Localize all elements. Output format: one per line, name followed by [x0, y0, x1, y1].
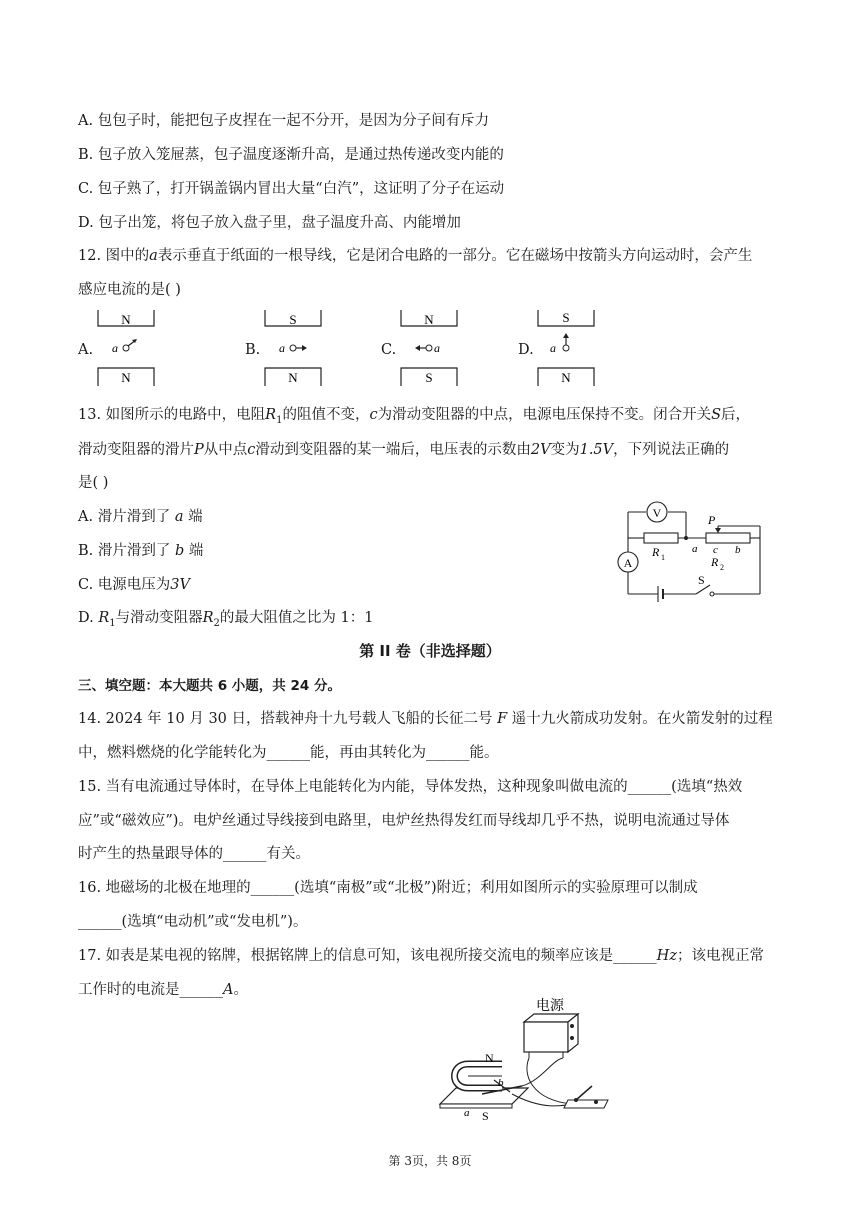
svg-text:a: a — [464, 1107, 470, 1119]
q12-option-c — [381, 308, 501, 388]
q12-option-a — [78, 308, 198, 388]
wire-label: a — [112, 341, 118, 355]
q14-line2: 中，燃料燃烧的化学能转化为______能，再由其转化为______能。 — [78, 745, 499, 761]
r2-rheostat — [706, 533, 750, 543]
magnet-figure — [263, 308, 363, 388]
q13-circuit-diagram — [610, 498, 770, 610]
svg-text:R: R — [652, 545, 660, 559]
q12-stem-line1: 12. 图中的a表示垂直于纸面的一根导线，它是闭合电路的一部分。它在磁场中按箭头方向运动时，会产生 — [78, 248, 753, 264]
q13-stem-line2: 滑动变阻器的滑片P从中点c滑动到变阻器的某一端后，电压表的示数由2V变为1.5V，下列说法正确的 — [78, 442, 730, 458]
q15-line2: 应”或“磁效应”)。电炉丝通过导线接到电路里，电炉丝热得发红而导线却几乎不热，说明电流通过导体 — [78, 813, 730, 829]
svg-text:c: c — [713, 544, 718, 556]
option-label: D. — [518, 342, 534, 358]
top-pole: S — [289, 312, 297, 327]
svg-text:b: b — [498, 1077, 504, 1089]
r1-resistor — [644, 533, 678, 543]
svg-text:1: 1 — [661, 553, 665, 562]
magnet-figure — [96, 308, 196, 388]
magnet-figure — [399, 308, 499, 388]
q16-line1: 16. 地磁场的北极在地理的______(选填“南极”或“北极”)附近；利用如图所示的实验原理可以制成 — [78, 880, 698, 896]
svg-text:b: b — [735, 544, 741, 556]
wire-label: a — [550, 341, 556, 355]
q17-line2: 工作时的电流是______A。 — [78, 982, 248, 998]
svg-text:A: A — [623, 556, 633, 570]
switch-icon — [564, 1100, 608, 1108]
q11-option-b: B. 包子放入笼屉蒸，包子温度逐渐升高，是通过热传递改变内能的 — [78, 147, 504, 163]
q12-option-b — [245, 308, 365, 388]
bottom-pole: S — [425, 370, 433, 385]
power-supply-box — [524, 1014, 578, 1052]
page-footer: 第 3页，共 8页 — [388, 1154, 472, 1168]
q12-stem-line2: 感应电流的是( ) — [78, 282, 181, 298]
bottom-pole: N — [561, 370, 571, 385]
q13-stem-line1: 13. 如图所示的电路中，电阻$R_1$的阻值不变，c为滑动变阻器的中点，电源电压保持不变。闭合开关S后， — [78, 407, 751, 426]
q17-line1: 17. 如表是某电视的铭牌，根据铭牌上的信息可知，该电视所接交流电的频率应该是______Hz；该电视正常 — [78, 948, 764, 964]
q16-line2: ______(选填“电动机”或“发电机”)。 — [78, 914, 308, 930]
q15-line1: 15. 当有电流通过导体时，在导体上电能转化为内能，导体发热，这种现象叫做电流的______(选填“热效 — [78, 779, 743, 795]
q11-option-c: C. 包子熟了，打开锅盖锅内冒出大量“白汽”，这证明了分子在运动 — [78, 181, 505, 197]
svg-text:S: S — [482, 1109, 489, 1123]
q11-option-d: D. 包子出笼，将包子放入盘子里，盘子温度升高、内能增加 — [78, 215, 461, 231]
svg-text:a: a — [692, 543, 698, 555]
top-pole: N — [424, 312, 434, 327]
q11-option-a: A. 包包子时，能把包子皮捏在一起不分开，是因为分子间有斥力 — [78, 113, 490, 129]
slider-arrow-icon — [715, 528, 721, 533]
svg-text:V: V — [652, 506, 662, 520]
q12-option-d — [518, 308, 638, 388]
bottom-pole: N — [288, 370, 298, 385]
svg-text:R: R — [711, 555, 719, 569]
q13-option-d: D. $R_1$与滑动变阻器$R_2$的最大阻值之比为 1：1 — [78, 610, 374, 629]
bottom-pole: N — [121, 370, 131, 385]
q12-magnet-options — [78, 308, 638, 388]
section-2-title: 第 II 卷（非选择题） — [359, 642, 501, 660]
q16-experiment-figure — [432, 990, 612, 1124]
option-label: B. — [245, 342, 261, 358]
q13-option-a: A. 滑片滑到了 a 端 — [78, 509, 203, 525]
top-pole: N — [121, 312, 131, 327]
svg-text:2: 2 — [720, 563, 724, 572]
section-3-heading: 三、填空题：本大题共 6 小题，共 24 分。 — [78, 678, 341, 694]
top-pole: S — [562, 310, 570, 325]
wire-label: a — [434, 341, 440, 355]
q15-line3: 时产生的热量跟导体的______有关。 — [78, 846, 310, 862]
option-label: A. — [78, 342, 94, 358]
wire-label: a — [279, 341, 285, 355]
q13-stem-line3: 是( ) — [78, 475, 109, 491]
q13-option-b: B. 滑片滑到了 b 端 — [78, 543, 204, 559]
magnet-figure — [536, 308, 636, 388]
q13-option-c: C. 电源电压为3V — [78, 577, 190, 593]
power-supply-label: 电源 — [536, 998, 564, 1014]
svg-text:N: N — [485, 1051, 494, 1065]
svg-text:S: S — [698, 573, 705, 587]
svg-text:P: P — [708, 513, 716, 527]
q14-line1: 14. 2024 年 10 月 30 日，搭载神舟十九号载人飞船的长征二号 F 遥十九火箭成功发射。在火箭发射的过程 — [78, 711, 773, 727]
option-label: C. — [381, 342, 397, 358]
